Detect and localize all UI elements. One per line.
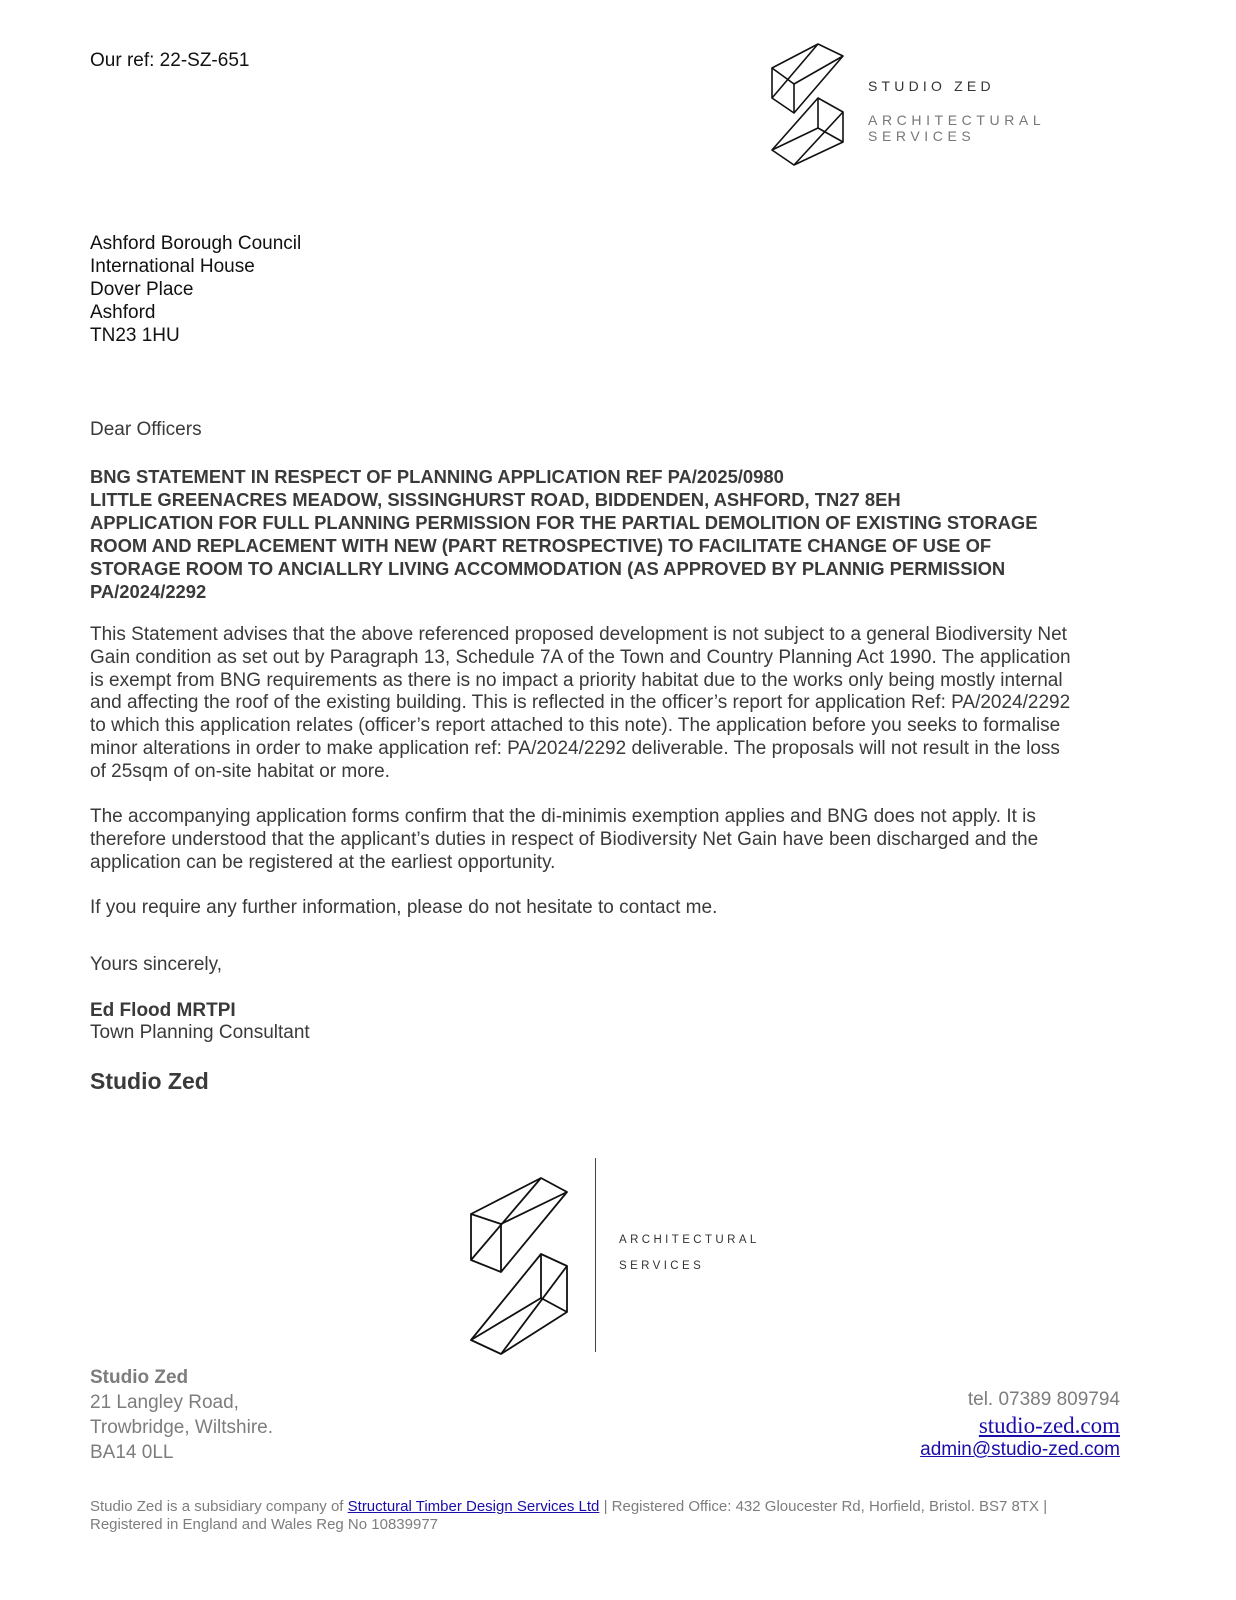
website-link[interactable]: studio-zed.com — [978, 1413, 1120, 1438]
subject-heading — [90, 465, 1130, 603]
address-line: Dover Place — [90, 279, 194, 300]
logo-tagline: ARCHITECTURAL SERVICES — [868, 112, 1045, 144]
subject-line: LITTLE GREENACRES MEADOW, SISSINGHURST ROAD, BIDDENDEN, ASHFORD, TN27 8EH — [90, 489, 901, 510]
paragraph-line: therefore understood that the applicant’s duties in respect of Biodiversity Net Gain have been discharged and the — [90, 828, 1039, 850]
subject-line: STORAGE ROOM TO ANCIALLRY LIVING ACCOMMODATION (AS APPROVED BY PLANNIG PERMISSION — [90, 558, 1006, 579]
paragraph-line: to which this application relates (officer’s report attached to this note). The application before you seeks to formalise — [90, 715, 1061, 737]
paragraph-line: Gain condition as set out by Paragraph 13, Schedule 7A of the Town and Country Planning Act 1990. The application — [90, 646, 1071, 668]
subject-line: APPLICATION FOR FULL PLANNING PERMISSION FOR THE PARTIAL DEMOLITION OF EXISTING STORAGE — [90, 512, 1038, 533]
signer-role: Town Planning Consultant — [90, 1022, 310, 1043]
subject-line: BNG STATEMENT IN RESPECT OF PLANNING APPLICATION REF PA/2025/0980 — [90, 466, 784, 487]
footer-logo — [465, 1158, 765, 1358]
signer-name: Ed Flood MRTPI — [90, 1000, 236, 1021]
header-logo — [768, 40, 1138, 175]
footer-contact — [920, 1388, 1120, 1461]
logo-name: STUDIO ZED — [868, 78, 995, 94]
footer-telephone: tel. 07389 809794 — [967, 1389, 1120, 1410]
valediction: Yours sincerely, — [90, 954, 223, 975]
paragraph-line: is exempt from BNG requirements as there is no impact a priority habitat due to the works only being mostly internal — [90, 669, 1063, 691]
subject-line: PA/2024/2292 — [90, 581, 207, 602]
paragraph-line: The accompanying application forms confirm that the di-minimis exemption applies and BNG does not apply. It is — [90, 806, 1036, 827]
legal-suffix: | Registered Office: 432 Gloucester Rd, Horfield, Bristol. BS7 8TX | — [599, 1498, 1048, 1515]
recipient-address — [90, 232, 301, 347]
studio-zed-logo-icon — [768, 40, 848, 172]
footer-company: Studio Zed — [90, 1367, 189, 1388]
footer-address — [90, 1366, 273, 1465]
parent-company-link[interactable]: Structural Timber Design Services Ltd — [347, 1498, 600, 1515]
body-paragraph-2 — [90, 806, 1130, 874]
legal-registration: Registered in England and Wales Reg No 10839977 — [90, 1516, 439, 1533]
paragraph-line: and affecting the roof of the existing building. This is reflected in the officer’s report for application Ref: PA/2024/2292 — [90, 692, 1071, 714]
footer-address-line: BA14 0LL — [90, 1442, 174, 1463]
address-line: International House — [90, 256, 255, 277]
paragraph-line: application can be registered at the earliest opportunity. — [90, 851, 556, 873]
address-line: Ashford — [90, 302, 156, 323]
salutation: Dear Officers — [90, 419, 202, 440]
paragraph-line: This Statement advises that the above referenced proposed development is not subject to a general Biodiversity Net — [90, 624, 1067, 645]
our-reference: Our ref: 22-SZ-651 — [90, 50, 250, 71]
company-name: Studio Zed — [90, 1068, 209, 1094]
legal-notice — [90, 1498, 1130, 1534]
footer-logo-line-2: SERVICES — [619, 1260, 705, 1272]
address-line: Ashford Borough Council — [90, 233, 302, 254]
email-link[interactable]: admin@studio-zed.com — [920, 1439, 1120, 1460]
body-paragraph-1 — [90, 624, 1130, 784]
address-line: TN23 1HU — [90, 325, 180, 346]
subject-line: ROOM AND REPLACEMENT WITH NEW (PART RETROSPECTIVE) TO FACILITATE CHANGE OF USE OF — [90, 535, 992, 556]
footer-address-line: Trowbridge, Wiltshire. — [90, 1417, 274, 1438]
body-paragraph-3: If you require any further information, please do not hesitate to contact me. — [90, 897, 718, 918]
logo-divider — [595, 1158, 596, 1352]
legal-prefix: Studio Zed is a subsidiary company of — [90, 1498, 348, 1515]
paragraph-line: of 25sqm of on-site habitat or more. — [90, 760, 390, 782]
footer-logo-line-1: ARCHITECTURAL — [619, 1234, 760, 1246]
footer-address-line: 21 Langley Road, — [90, 1392, 239, 1413]
studio-zed-logo-icon — [465, 1172, 577, 1364]
paragraph-line: minor alterations in order to make application ref: PA/2024/2292 deliverable. The proposals will not result in the loss — [90, 737, 1060, 759]
